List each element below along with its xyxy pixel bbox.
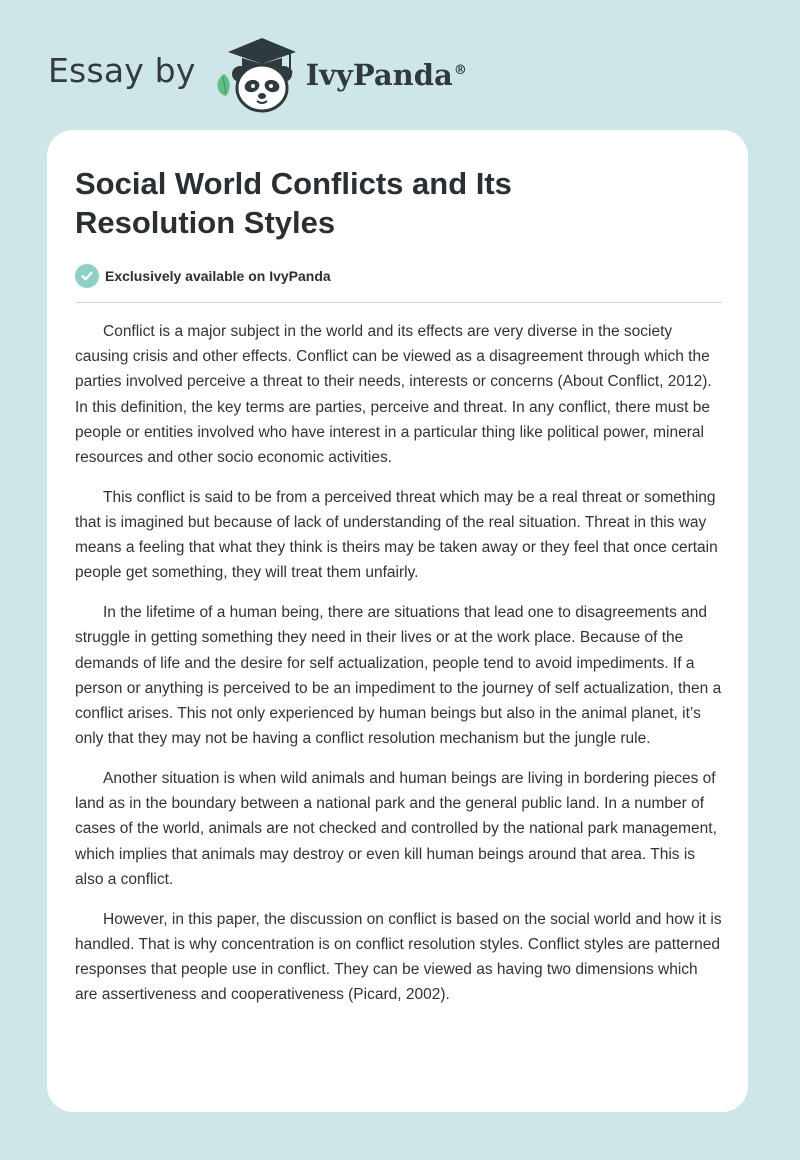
registered-mark: ® <box>453 63 467 79</box>
check-circle-icon <box>75 264 99 288</box>
brand-name[interactable] <box>306 58 467 92</box>
paragraph: However, in this paper, the discussion on conflict is based on the social world and how it is handled. That is why concentration is on conflict resolution styles. Conflict styles are patterned responses that people use in conflict. They can be viewed as having two dimensions which are assertiveness and cooperativeness (Picard, 2002). <box>75 910 722 1004</box>
paragraph: In the lifetime of a human being, there are situations that lead one to disagreements and struggle in getting something they need in their lives or at the work place. Because of the demands of life and the desire for self actualization, people tend to avoid impediments. If a person or anything is perceived to be an impediment to the journey of self actualization, then a conflict arises. This not only experienced by human beings but also in the animal planet, it’s only that they may not be having a conflict resolution mechanism but the jungle rule. <box>75 604 722 748</box>
panda-graduation-cap-logo-icon[interactable] <box>210 30 302 114</box>
paragraph: This conflict is said to be from a perceived threat which may be a real threat or something that is imagined but because of lack of understanding of the real situation. Threat in this way means a feeling that what they think is theirs may be taken away or they feel that once certain people get something, they will treat them unfairly. <box>75 488 718 582</box>
essay-by-label: Essay by <box>48 50 196 90</box>
page-title: Social World Conflicts and Its Resolution Styles <box>75 166 512 240</box>
site-header <box>48 30 508 114</box>
essay-body <box>75 319 723 1022</box>
divider <box>75 302 722 303</box>
paragraph: Another situation is when wild animals and human beings are living in bordering pieces of land as in the boundary between a national park and the general public land. In a number of cases of the world, animals are not checked and controlled by the national park management, which implies that animals may destroy or even kill human beings around that area. This is also a conflict. <box>75 770 717 888</box>
brand-text: IvyPanda <box>305 58 453 92</box>
exclusive-badge <box>75 264 331 288</box>
paragraph: Conflict is a major subject in the world and its effects are very diverse in the society causing crisis and other effects. Conflict can be viewed as a disagreement through which the parties involved perceive a threat to their needs, interests or concerns (About Conflict, 2012). In this definition, the key terms are parties, perceive and threat. In any conflict, there must be people or entities involved who have interest in a particular thing like political power, mineral resources and other socio economic activities. <box>75 323 712 467</box>
exclusive-label: Exclusively available on IvyPanda <box>105 268 331 284</box>
essay-card <box>47 130 748 1112</box>
